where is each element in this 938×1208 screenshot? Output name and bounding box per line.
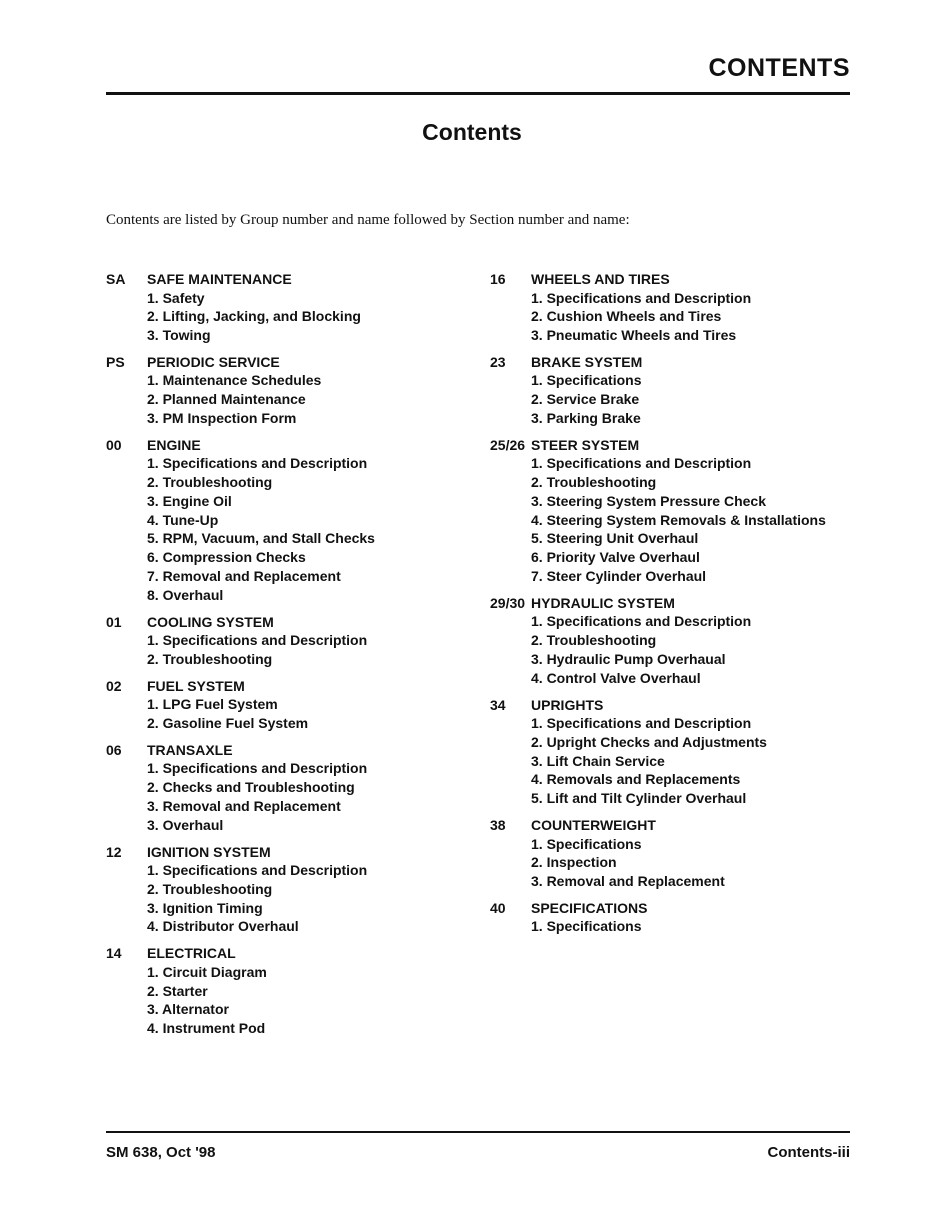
contents-group <box>106 677 466 733</box>
section-item: 1. Specifications <box>531 835 642 852</box>
section-list <box>106 695 466 733</box>
group-number: 12 <box>106 843 122 860</box>
contents-group <box>106 944 466 1038</box>
group-heading <box>106 613 466 632</box>
section-item: 4. Control Valve Overhaul <box>531 669 701 686</box>
contents-right-column <box>490 270 850 944</box>
section-item: 3. Parking Brake <box>531 409 641 426</box>
group-number: 02 <box>106 677 122 694</box>
section-item: 3. Pneumatic Wheels and Tires <box>531 327 737 344</box>
group-heading <box>490 594 850 613</box>
section-item: 1. Specifications <box>531 918 642 935</box>
group-heading <box>106 677 466 696</box>
group-number: 29/30 <box>490 594 526 611</box>
section-item: 6. Compression Checks <box>147 549 306 566</box>
section-item: 5. Lift and Tilt Cylinder Overhaul <box>531 790 747 807</box>
group-heading <box>106 944 466 963</box>
section-list <box>106 963 466 1038</box>
section-item: 3. Overhaul <box>147 816 224 833</box>
section-item: 1. Circuit Diagram <box>147 963 267 980</box>
group-name: STEER SYSTEM <box>531 436 640 453</box>
group-name: COOLING SYSTEM <box>147 613 274 630</box>
section-list <box>490 454 850 586</box>
group-name: ENGINE <box>147 436 201 453</box>
section-item: 3. Steering System Pressure Check <box>531 492 767 509</box>
section-item: 1. Specifications and Description <box>147 760 368 777</box>
section-item: 4. Removals and Replacements <box>531 771 741 788</box>
group-name: TRANSAXLE <box>147 741 233 758</box>
group-number: 06 <box>106 741 122 758</box>
section-item: 2. Troubleshooting <box>531 474 657 491</box>
group-heading <box>490 899 850 918</box>
section-list <box>490 612 850 687</box>
group-heading <box>106 843 466 862</box>
group-heading <box>490 353 850 372</box>
contents-group <box>106 843 466 937</box>
contents-group <box>106 270 466 345</box>
section-item: 1. Specifications and Description <box>531 715 752 732</box>
group-heading <box>490 270 850 289</box>
section-list <box>106 759 466 834</box>
section-item: 3. Towing <box>147 327 211 344</box>
footer-doc-id: SM 638, Oct '98 <box>106 1144 216 1161</box>
section-item: 2. Planned Maintenance <box>147 391 306 408</box>
section-item: 1. Specifications and Description <box>147 862 368 879</box>
section-item: 7. Removal and Replacement <box>147 568 341 585</box>
section-item: 1. Safety <box>147 289 205 306</box>
group-heading <box>490 696 850 715</box>
section-list <box>106 631 466 669</box>
section-item: 2. Upright Checks and Adjustments <box>531 733 767 750</box>
contents-group <box>490 270 850 345</box>
group-name: COUNTERWEIGHT <box>531 817 656 834</box>
section-item: 2. Lifting, Jacking, and Blocking <box>147 308 361 325</box>
group-name: SAFE MAINTENANCE <box>147 271 292 287</box>
section-item: 7. Steer Cylinder Overhaul <box>531 568 707 585</box>
section-item: 2. Cushion Wheels and Tires <box>531 308 722 325</box>
group-heading <box>106 741 466 760</box>
group-number: 25/26 <box>490 436 526 453</box>
contents-group <box>490 594 850 688</box>
section-item: 2. Troubleshooting <box>147 880 273 897</box>
section-item: 1. Specifications and Description <box>147 632 368 649</box>
section-item: 1. LPG Fuel System <box>147 696 278 713</box>
section-item: 3. Lift Chain Service <box>531 752 665 769</box>
section-item: 2. Troubleshooting <box>531 632 657 649</box>
section-item: 3. Removal and Replacement <box>531 873 725 890</box>
group-number: 16 <box>490 271 506 287</box>
section-list <box>490 917 850 936</box>
contents-left-column <box>106 270 466 1046</box>
group-number: 23 <box>490 353 506 370</box>
group-heading <box>106 353 466 372</box>
section-item: 2. Troubleshooting <box>147 474 273 491</box>
group-number: 01 <box>106 613 122 630</box>
section-item: 1. Specifications and Description <box>147 455 368 472</box>
group-number: 00 <box>106 436 122 453</box>
contents-group <box>490 353 850 428</box>
group-name: FUEL SYSTEM <box>147 677 245 694</box>
section-item: 4. Tune-Up <box>147 511 219 528</box>
group-name: IGNITION SYSTEM <box>147 843 271 860</box>
section-item: 2. Service Brake <box>531 391 640 408</box>
section-item: 3. Hydraulic Pump Overhaual <box>531 650 726 667</box>
section-item: 1. Specifications and Description <box>531 613 752 630</box>
section-item: 2. Gasoline Fuel System <box>147 715 309 732</box>
section-item: 4. Distributor Overhaul <box>147 918 299 935</box>
section-item: 3. PM Inspection Form <box>147 409 297 426</box>
group-heading <box>490 436 850 455</box>
contents-group <box>490 899 850 936</box>
section-list <box>106 454 466 604</box>
section-item: 6. Priority Valve Overhaul <box>531 549 700 566</box>
section-item: 5. Steering Unit Overhaul <box>531 530 699 547</box>
section-item: 3. Alternator <box>147 1001 229 1018</box>
section-item: 3. Ignition Timing <box>147 899 263 916</box>
section-list <box>106 861 466 936</box>
group-number: 38 <box>490 817 506 834</box>
group-number: 34 <box>490 696 506 713</box>
group-number: PS <box>106 353 125 370</box>
contents-group <box>106 353 466 428</box>
footer-rule <box>106 1131 850 1133</box>
group-heading <box>106 436 466 455</box>
contents-group <box>106 741 466 835</box>
section-item: 3. Engine Oil <box>147 492 232 509</box>
group-heading <box>106 270 466 289</box>
contents-group <box>106 613 466 669</box>
section-item: 2. Starter <box>147 982 208 999</box>
header-title: CONTENTS <box>708 54 850 82</box>
section-item: 3. Removal and Replacement <box>147 797 341 814</box>
section-item: 1. Specifications and Description <box>531 455 752 472</box>
header-rule <box>106 92 850 95</box>
section-list <box>490 371 850 427</box>
section-item: 5. RPM, Vacuum, and Stall Checks <box>147 530 375 547</box>
contents-group <box>490 696 850 808</box>
section-list <box>490 835 850 891</box>
group-name: ELECTRICAL <box>147 945 236 962</box>
footer-page-number: Contents-iii <box>767 1144 850 1161</box>
section-item: 1. Specifications and Description <box>531 289 752 306</box>
group-number: SA <box>106 271 126 287</box>
section-item: 1. Specifications <box>531 372 642 389</box>
section-item: 4. Steering System Removals & Installations <box>531 511 826 528</box>
group-number: 40 <box>490 899 506 916</box>
section-item: 1. Maintenance Schedules <box>147 372 322 389</box>
section-list <box>490 289 850 345</box>
section-list <box>106 371 466 427</box>
contents-group <box>106 436 466 605</box>
group-heading <box>490 816 850 835</box>
group-name: SPECIFICATIONS <box>531 899 648 916</box>
group-name: WHEELS AND TIRES <box>531 271 670 287</box>
intro-text: Contents are listed by Group number and name followed by Section number and name: <box>106 212 630 228</box>
section-item: 8. Overhaul <box>147 586 224 603</box>
section-item: 2. Troubleshooting <box>147 650 273 667</box>
group-number: 14 <box>106 945 122 962</box>
section-list <box>106 289 466 345</box>
page-title: Contents <box>422 119 522 145</box>
section-item: 2. Inspection <box>531 854 617 871</box>
group-name: UPRIGHTS <box>531 696 604 713</box>
section-item: 2. Checks and Troubleshooting <box>147 779 355 796</box>
group-name: HYDRAULIC SYSTEM <box>531 594 675 611</box>
group-name: BRAKE SYSTEM <box>531 353 643 370</box>
section-item: 4. Instrument Pod <box>147 1020 266 1037</box>
contents-group <box>490 436 850 586</box>
contents-group <box>490 816 850 891</box>
section-list <box>490 714 850 808</box>
group-name: PERIODIC SERVICE <box>147 353 280 370</box>
